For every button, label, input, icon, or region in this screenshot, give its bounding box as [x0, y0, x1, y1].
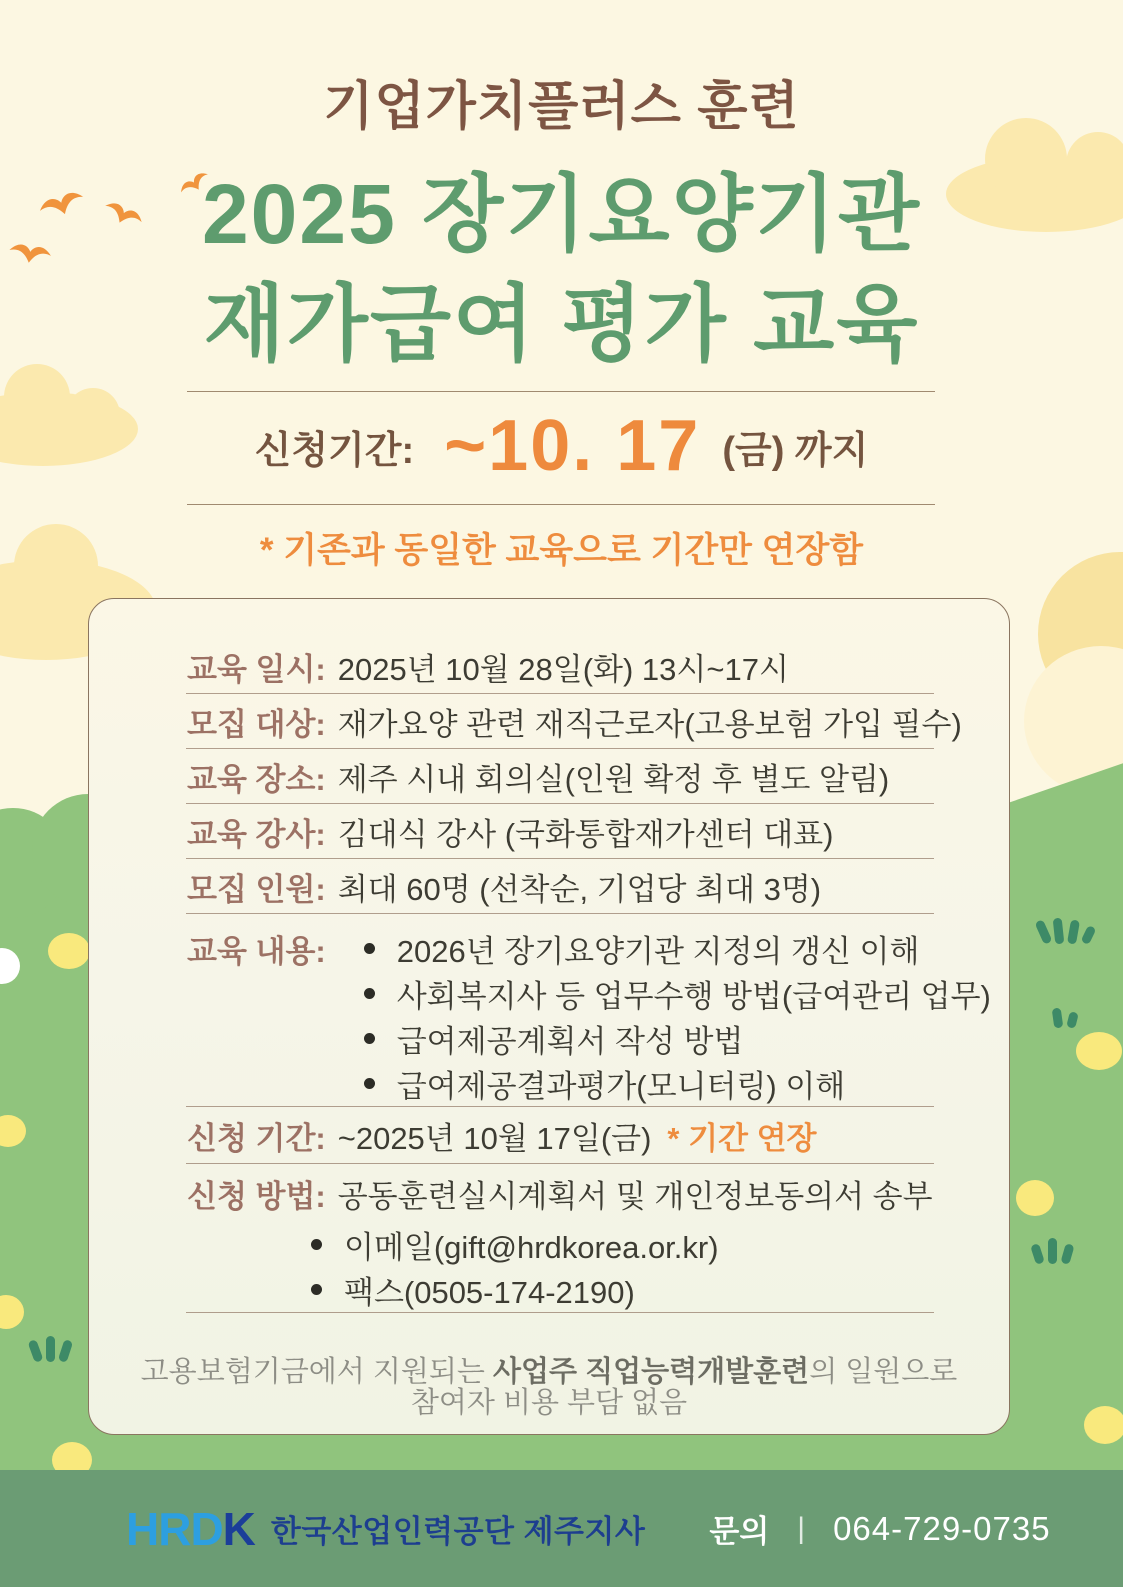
poster-title-line2: 재가급여 평가 교육 — [203, 277, 920, 371]
row-education-place — [89, 749, 1009, 803]
row-label: 신청 방법: — [187, 1178, 326, 1214]
grass-tuft-icon — [28, 1336, 73, 1362]
flower-icon — [1084, 1406, 1123, 1444]
flower-icon — [1016, 1180, 1054, 1216]
row-value: 최대 60명 (선착순, 기업당 최대 3명) — [337, 871, 822, 907]
row-label: 신청 기간: — [187, 1120, 326, 1156]
footnote-text: 의 일원으로 — [809, 1356, 958, 1388]
bullet-text: 팩스(0505-174-2190) — [344, 1275, 635, 1310]
row-apply-period — [89, 1107, 1009, 1163]
divider — [187, 391, 935, 392]
row-value: ~2025년 10월 17일(금) — [337, 1120, 652, 1156]
bullet-text: 사회복지사 등 업무수행 방법(급여관리 업무) — [396, 979, 991, 1014]
apply-deadline-suffix: (금) 까지 — [722, 429, 869, 472]
bullet-icon — [311, 1239, 322, 1250]
info-card — [88, 598, 1010, 1435]
row-value: 2025년 10월 28일(화) 13시~17시 — [337, 651, 789, 687]
row-instructor — [89, 804, 1009, 858]
row-label: 교육 장소: — [187, 761, 326, 797]
bullet-text: 이메일(gift@hrdkorea.or.kr) — [344, 1230, 719, 1265]
bullet-text: 급여제공결과평가(모니터링) 이해 — [396, 1069, 846, 1104]
footnote-text: 고용보험기금에서 지원되는 — [140, 1356, 493, 1388]
contact-phone: 064-729-0735 — [833, 1509, 1051, 1547]
row-label: 교육 일시: — [187, 651, 326, 687]
row-value: 김대식 강사 (국화통합재가센터 대표) — [337, 816, 834, 852]
method-bullet-email — [311, 1222, 1009, 1267]
footnote-bold-text: 사업주 직업능력개발훈련 — [492, 1356, 810, 1388]
row-value: 공동훈련실시계획서 및 개인정보동의서 송부 — [337, 1178, 933, 1214]
divider — [187, 504, 935, 505]
bullet-icon — [364, 943, 375, 954]
content-bullet — [364, 1061, 991, 1106]
hrdk-logo-hrd: HRD — [126, 1502, 223, 1555]
row-label: 교육 내용: — [187, 934, 326, 969]
period-extension-highlight: * 기간 연장 — [667, 1120, 817, 1156]
bullet-text: 급여제공계획서 작성 방법 — [396, 1024, 744, 1059]
funding-footnote — [89, 1357, 1009, 1419]
hrdk-logo — [126, 1502, 255, 1556]
footer-bar — [0, 1470, 1123, 1587]
grass-tuft-icon — [1050, 1008, 1080, 1028]
apply-period-banner — [0, 404, 1123, 488]
content-bullet — [364, 926, 991, 971]
row-education-date — [89, 639, 1009, 693]
row-label: 모집 인원: — [187, 871, 326, 907]
bullet-icon — [364, 1033, 375, 1044]
row-label: 모집 대상: — [187, 706, 326, 742]
row-capacity — [89, 859, 1009, 913]
method-bullet-fax — [311, 1267, 1009, 1312]
row-label: 교육 강사: — [187, 816, 326, 852]
hrdk-logo-k: K — [222, 1502, 255, 1555]
bullet-icon — [311, 1284, 322, 1295]
footnote-line2: 참여자 비용 부담 없음 — [410, 1387, 688, 1419]
apply-deadline-date: ~10. 17 — [444, 406, 701, 486]
divider — [186, 1312, 934, 1313]
apply-period-label: 신청기간: — [254, 429, 415, 472]
row-value: 제주 시내 회의실(인원 확정 후 별도 알림) — [337, 761, 890, 797]
organization-name: 한국산업인력공단 제주지사 — [270, 1514, 646, 1549]
row-apply-method — [89, 1164, 1009, 1222]
bullet-text: 2026년 장기요양기관 지정의 갱신 이해 — [396, 934, 920, 969]
flower-icon — [1076, 1032, 1122, 1070]
bullet-icon — [364, 1078, 375, 1089]
grass-tuft-icon — [1030, 1238, 1075, 1264]
contact-label: 문의 — [709, 1514, 770, 1549]
grass-tuft-icon — [1036, 918, 1096, 944]
extension-note: * 기존과 동일한 교육으로 기간만 연장함 — [259, 531, 864, 570]
content-bullet — [364, 1016, 991, 1061]
program-label: 기업가치플러스 훈련 — [323, 78, 800, 136]
contact-divider: | — [797, 1511, 806, 1545]
poster-title-line1: 2025 장기요양기관 — [201, 167, 922, 261]
flower-icon — [48, 933, 90, 969]
bullet-icon — [364, 988, 375, 999]
content-bullet — [364, 971, 991, 1016]
row-recruit-target — [89, 694, 1009, 748]
education-content-block — [89, 914, 1009, 1106]
row-value: 재가요양 관련 재직근로자(고용보험 가입 필수) — [337, 706, 962, 742]
